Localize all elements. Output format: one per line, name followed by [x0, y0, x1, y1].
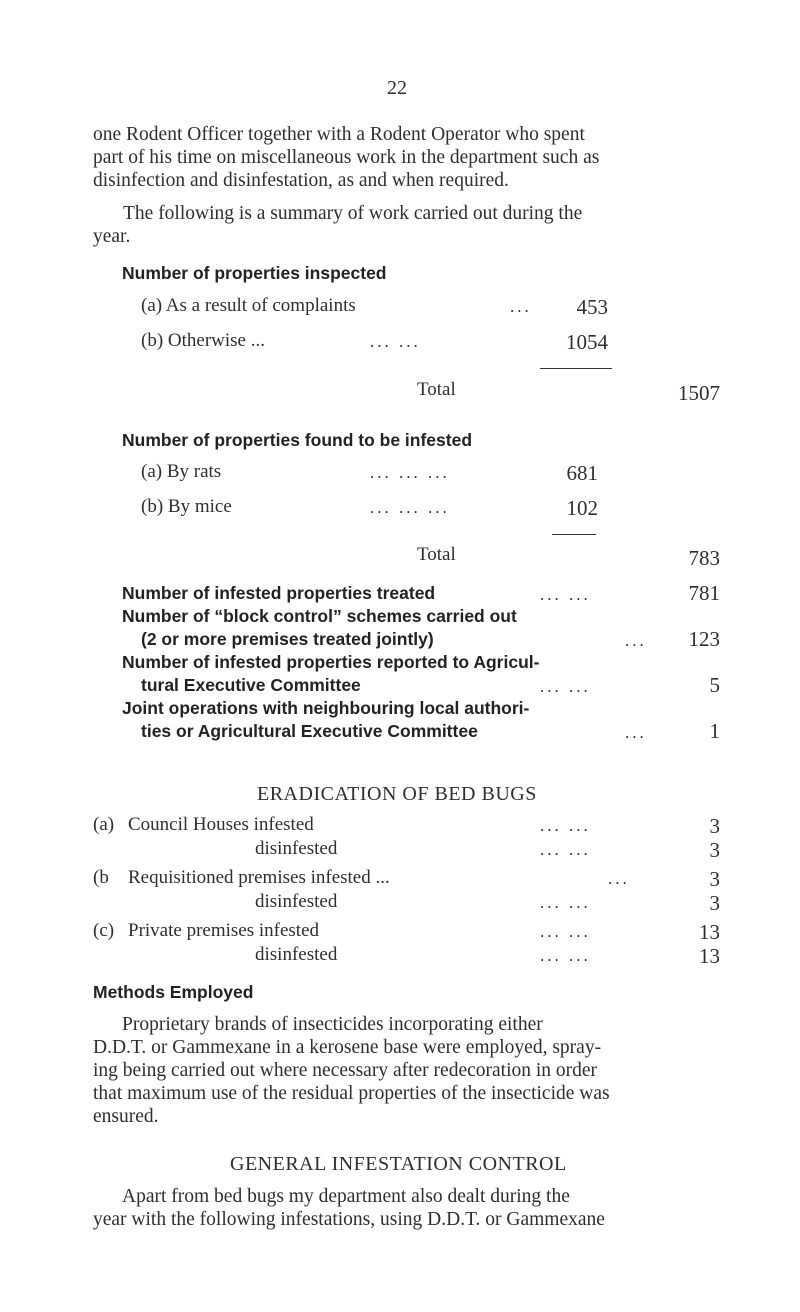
methods-line-5: ensured.	[93, 1106, 159, 1127]
summary-row-3-value: 5	[709, 673, 720, 697]
bed-bugs-row-6-label: disinfested	[255, 944, 338, 965]
bed-bugs-row-2-label: disinfested	[255, 838, 338, 859]
summary-row-4-label-2: ties or Agricultural Executive Committee	[141, 721, 478, 741]
summary-row-1-label: Number of infested properties treated	[122, 583, 436, 603]
infested-row-a-label: (a) By rats	[141, 461, 222, 482]
bed-bugs-row-6-value: 13	[699, 944, 720, 968]
infested-row-a-dots: ... ... ...	[370, 463, 450, 482]
infested-row-b-dots: ... ... ...	[370, 498, 450, 517]
summary-row-2-label-2: (2 or more premises treated jointly)	[141, 629, 434, 649]
intro-line-2: part of his time on miscellaneous work in the department such as	[93, 147, 600, 168]
general-line-1: Apart from bed bugs my department also dealt during the	[122, 1186, 570, 1207]
general-line-2: year with the following infestations, using D.D.T. or Gammexane	[93, 1209, 605, 1230]
inspected-row-b-value: 1054	[566, 330, 608, 354]
bed-bugs-row-5-prefix: (c)	[93, 920, 115, 941]
infested-row-a-value: 681	[566, 461, 598, 485]
bed-bugs-row-5-dots: ... ...	[540, 922, 591, 941]
infested-row-b-label: (b) By mice	[141, 496, 232, 517]
summary-row-3-label-2: tural Executive Committee	[141, 675, 361, 695]
bed-bugs-row-2-dots: ... ...	[540, 840, 591, 859]
intro-line-5: year.	[93, 226, 131, 247]
bed-bugs-row-6-dots: ... ...	[540, 946, 591, 965]
summary-row-1-value: 781	[688, 581, 720, 605]
inspected-row-b-dots: ... ...	[370, 332, 421, 351]
summary-row-4-label-1: Joint operations with neighbouring local authori-	[122, 698, 530, 718]
inspected-row-a-label: (a) As a result of complaints	[141, 295, 356, 316]
bed-bugs-row-5-label: Private premises infested	[128, 920, 320, 941]
summary-row-2-label-1: Number of “block control” schemes carried out	[122, 606, 517, 626]
intro-line-4: The following is a summary of work carried out during the	[123, 203, 583, 224]
methods-line-3: ing being carried out where necessary after redecoration in order	[93, 1060, 598, 1081]
methods-line-2: D.D.T. or Gammexane in a kerosene base were employed, spray-	[93, 1037, 602, 1058]
bed-bugs-row-1-label: Council Houses infested	[128, 814, 314, 835]
bed-bugs-row-3-label: Requisitioned premises infested ...	[128, 867, 390, 888]
bed-bugs-row-4-value: 3	[709, 891, 720, 915]
methods-line-4: that maximum use of the residual properties of the insecticide was	[93, 1083, 610, 1104]
infested-total-value: 783	[688, 546, 720, 570]
summary-row-4-value: 1	[709, 719, 720, 743]
bed-bugs-row-2-value: 3	[709, 838, 720, 862]
inspected-subtotal-rule	[540, 368, 612, 369]
bed-bugs-heading: ERADICATION OF BED BUGS	[257, 783, 537, 805]
inspected-total-label: Total	[417, 379, 456, 400]
bed-bugs-row-1-dots: ... ...	[540, 816, 591, 835]
bed-bugs-row-4-dots: ... ...	[540, 893, 591, 912]
bed-bugs-row-1-prefix: (a)	[93, 814, 115, 835]
summary-row-2-dots: ...	[625, 631, 647, 650]
bed-bugs-row-1-value: 3	[709, 814, 720, 838]
inspected-row-a-dots: ...	[510, 297, 532, 316]
summary-row-1-dots: ... ...	[540, 585, 591, 604]
intro-line-3: disinfection and disinfestation, as and when required.	[93, 170, 509, 191]
infested-subtotal-rule	[552, 534, 596, 535]
bed-bugs-row-3-dots: ...	[608, 869, 630, 888]
page-number: 22	[387, 77, 407, 99]
bed-bugs-row-3-prefix: (b	[93, 867, 109, 888]
bed-bugs-row-4-label: disinfested	[255, 891, 338, 912]
summary-row-3-dots: ... ...	[540, 677, 591, 696]
intro-line-1: one Rodent Officer together with a Rodent Operator who spent	[93, 124, 585, 145]
methods-heading: Methods Employed	[93, 982, 254, 1002]
inspected-heading: Number of properties inspected	[122, 263, 387, 283]
bed-bugs-row-3-value: 3	[709, 867, 720, 891]
infested-total-label: Total	[417, 544, 456, 565]
summary-row-3-label-1: Number of infested properties reported to Agricul-	[122, 652, 540, 672]
bed-bugs-row-5-value: 13	[699, 920, 720, 944]
methods-line-1: Proprietary brands of insecticides incorporating either	[122, 1014, 543, 1035]
inspected-row-a-value: 453	[576, 295, 608, 319]
infested-row-b-value: 102	[566, 496, 598, 520]
summary-row-2-value: 123	[688, 627, 720, 651]
general-heading: GENERAL INFESTATION CONTROL	[230, 1153, 567, 1175]
infested-heading: Number of properties found to be infested	[122, 430, 473, 450]
inspected-row-b-label: (b) Otherwise ...	[141, 330, 265, 351]
summary-row-4-dots: ...	[625, 723, 647, 742]
inspected-total-value: 1507	[678, 381, 720, 405]
